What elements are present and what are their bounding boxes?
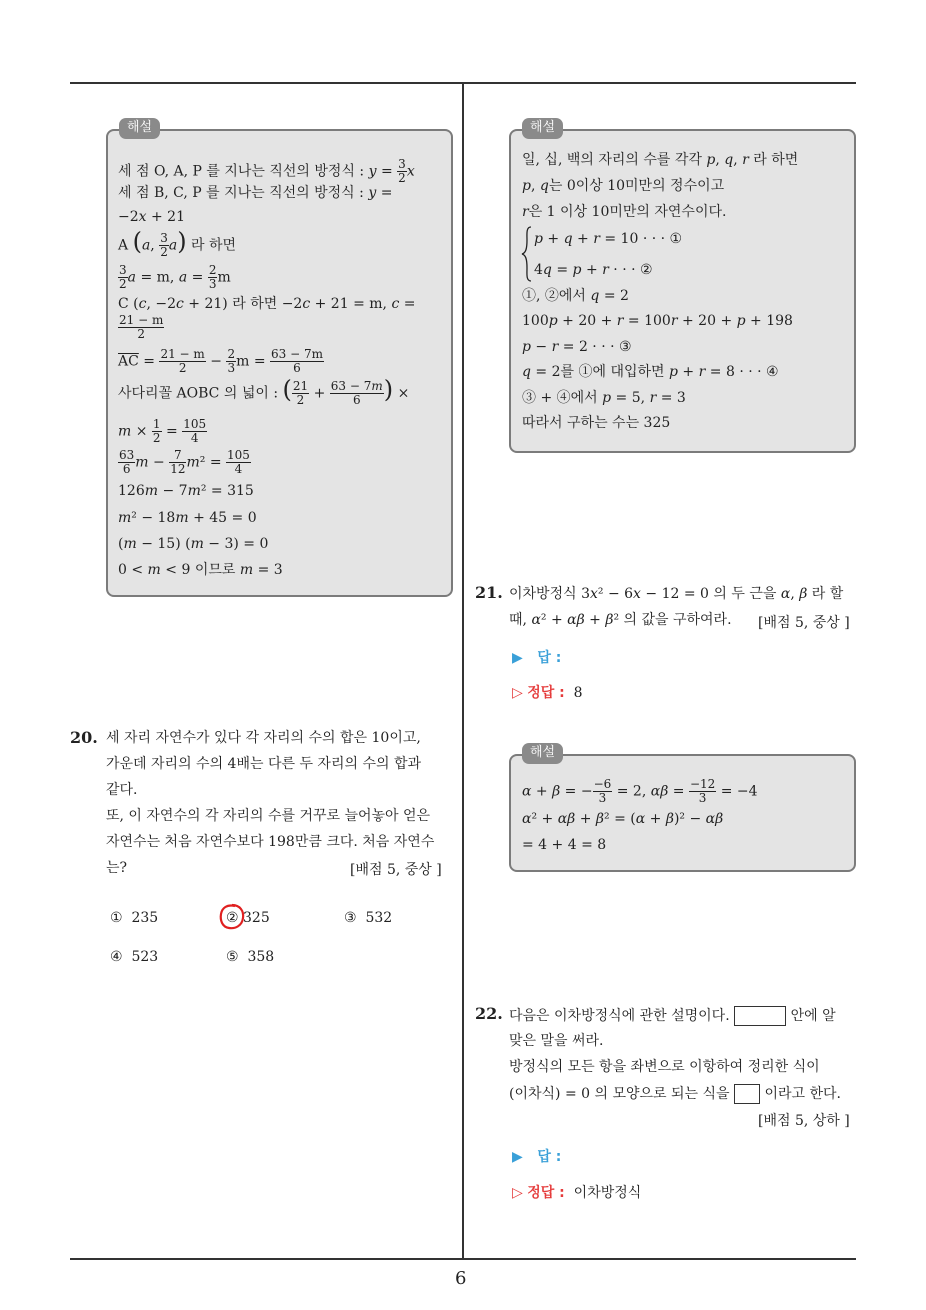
choice-mark: ⑤ xyxy=(226,949,239,965)
solution-line: 일, 십, 백의 자리의 수를 각각 p, q, r 라 하면 xyxy=(522,152,799,168)
choice-value: 325 xyxy=(243,910,270,926)
question-22-text: 안에 알 xyxy=(790,1008,836,1024)
question-20-line: 같다. xyxy=(106,782,138,798)
solution-line: q = 2를 ①에 대입하면 p + r = 8 · · · ④ xyxy=(522,364,779,380)
choice-mark: ③ xyxy=(344,910,357,926)
solution-label: 정답 : xyxy=(527,1185,565,1201)
choice-1[interactable] xyxy=(110,910,158,926)
question-21-number: 21. xyxy=(475,583,503,602)
question-22-number: 22. xyxy=(475,1004,503,1023)
solution-line: $\frac{3}{2}$ a = m, a = $\frac{2}{3}$ m xyxy=(119,263,231,291)
choice-5[interactable] xyxy=(226,949,274,965)
solution-line: ③ + ④에서 p = 5, r = 3 xyxy=(522,390,686,406)
question-21-answer[interactable] xyxy=(512,647,561,667)
solution-line: (m − 15) (m − 3) = 0 xyxy=(118,536,269,552)
solution-line: 126m − 7m² = 315 xyxy=(118,483,254,499)
question-22-text: 이라고 한다. xyxy=(764,1086,841,1102)
solution-line: α + β = − $\frac{-6}{3}$ = 2, αβ = $\frac{-12}{3}$ = −4 xyxy=(522,777,758,805)
solution-line: 사다리꼴 AOBC 의 넓이 : ( $\frac{21}{2}$ + $\frac{63 - 7m}{6}$ ) × xyxy=(118,375,410,407)
question-22-line xyxy=(509,1084,841,1104)
question-22-line: 방정식의 모든 항을 좌변으로 이항하여 정리한 식이 xyxy=(509,1059,820,1075)
solution-value: 이차방정식 xyxy=(573,1185,642,1201)
question-20-line: 또, 이 자연수의 각 자리의 수를 거꾸로 늘어놓아 얻은 xyxy=(106,808,431,824)
column-divider xyxy=(462,84,464,1260)
solution-line: ①, ②에서 q = 2 xyxy=(522,288,629,304)
question-20-line: 자연수는 처음 자연수보다 198만큼 크다. 처음 자연수 xyxy=(106,834,435,850)
solution-line: 0 < m < 9 이므로 m = 3 xyxy=(118,562,283,578)
solution-line: $\overline{AC}$ = $\frac{21 - m}{2}$ − $\frac{2}{3}$ m = $\frac{63 - 7m}{6}$ xyxy=(118,347,323,375)
solution-line: = 4 + 4 = 8 xyxy=(522,837,607,853)
question-22-answer[interactable] xyxy=(512,1146,561,1166)
question-22-line xyxy=(509,1006,836,1026)
solution-line: α² + αβ + β² = (α + β)² − αβ xyxy=(522,811,724,827)
solution-line: $\frac{63}{6}$ m − $\frac{7}{12}$ m² = $\frac{105}{4}$ xyxy=(119,448,250,476)
choice-mark: ④ xyxy=(110,949,123,965)
question-22-text: (이차식) = 0 의 모양으로 되는 식을 xyxy=(509,1086,730,1102)
selected-circle-icon xyxy=(218,902,246,932)
question-21-solution xyxy=(512,682,583,702)
question-21-line: 때, α² + αβ + β² 의 값을 구하여라. xyxy=(509,612,732,628)
question-20-line: 세 자리 자연수가 있다 각 자리의 수의 합은 10이고, xyxy=(106,730,421,746)
question-20-line: 는? xyxy=(106,860,128,876)
solution-line: r은 1 이상 10미만의 자연수이다. xyxy=(522,204,727,220)
choice-4[interactable] xyxy=(110,949,158,965)
right-solution-tag-1: 해설 xyxy=(522,118,563,139)
blank-box xyxy=(734,1084,760,1104)
question-20-line: 가운데 자리의 수의 4배는 다른 두 자리의 수의 합과 xyxy=(106,756,421,772)
filled-triangle-icon: ▶ xyxy=(512,650,523,666)
answer-label: 답 : xyxy=(537,1149,562,1165)
choice-value: 532 xyxy=(365,910,393,926)
solution-line: p − r = 2 · · · ③ xyxy=(522,339,632,355)
choice-mark: ② xyxy=(226,910,239,926)
outline-triangle-icon: ▷ xyxy=(512,685,523,701)
question-22-text: 다음은 이차방정식에 관한 설명이다. xyxy=(509,1008,730,1024)
page-number: 6 xyxy=(455,1268,467,1289)
solution-line: m² − 18m + 45 = 0 xyxy=(118,510,257,526)
choice-mark: ① xyxy=(110,910,123,926)
outline-triangle-icon: ▷ xyxy=(512,1185,523,1201)
solution-line: p + q + r = 10 · · · ① xyxy=(534,231,683,247)
question-22-points: [배점 5, 상하 ] xyxy=(758,1113,850,1129)
solution-label: 정답 : xyxy=(527,685,565,701)
answer-label: 답 : xyxy=(537,650,562,666)
solution-line: $\frac{21 - m}{2}$ xyxy=(119,313,164,341)
solution-line: 세 점 B, C, P 를 지나는 직선의 방정식 : y = xyxy=(118,185,393,201)
question-20-text xyxy=(106,725,454,881)
solution-line: A (a, $\frac{3}{2}$ a) 라 하면 xyxy=(118,227,237,259)
solution-line: 100p + 20 + r = 100r + 20 + p + 198 xyxy=(522,313,793,329)
solution-line: p, q는 0이상 10미만의 정수이고 xyxy=(522,178,725,194)
choice-value: 235 xyxy=(131,910,159,926)
bottom-rule xyxy=(70,1258,856,1260)
solution-line: 세 점 O, A, P 를 지나는 직선의 방정식 : y = $\frac{3}{2}$ x xyxy=(118,157,415,185)
question-22-solution xyxy=(512,1182,641,1202)
left-solution-tag: 해설 xyxy=(119,118,160,139)
filled-triangle-icon: ▶ xyxy=(512,1149,523,1165)
question-20-number: 20. xyxy=(70,728,98,747)
question-20-points: [배점 5, 중상 ] xyxy=(350,862,442,878)
question-22-line: 맞은 말을 써라. xyxy=(509,1033,604,1049)
solution-line: 4q = p + r · · · ② xyxy=(534,262,653,278)
solution-line: C (c, −2c + 21) 라 하면 −2c + 21 = m, c = xyxy=(118,296,416,312)
solution-line: 따라서 구하는 수는 325 xyxy=(522,415,671,431)
choice-value: 358 xyxy=(247,949,275,965)
right-solution-tag-2: 해설 xyxy=(522,743,563,764)
solution-line: −2x + 21 xyxy=(118,209,185,225)
brace-icon xyxy=(521,226,533,282)
solution-line: m × $\frac{1}{2}$ = $\frac{105}{4}$ xyxy=(118,417,207,445)
solution-value: 8 xyxy=(573,685,583,701)
blank-box xyxy=(734,1006,786,1026)
question-21-line: 이차방정식 3x² − 6x − 12 = 0 의 두 근을 α, β 라 할 xyxy=(509,586,844,602)
question-21-points: [배점 5, 중상 ] xyxy=(758,615,850,631)
choice-3[interactable] xyxy=(344,910,392,926)
choice-value: 523 xyxy=(131,949,159,965)
